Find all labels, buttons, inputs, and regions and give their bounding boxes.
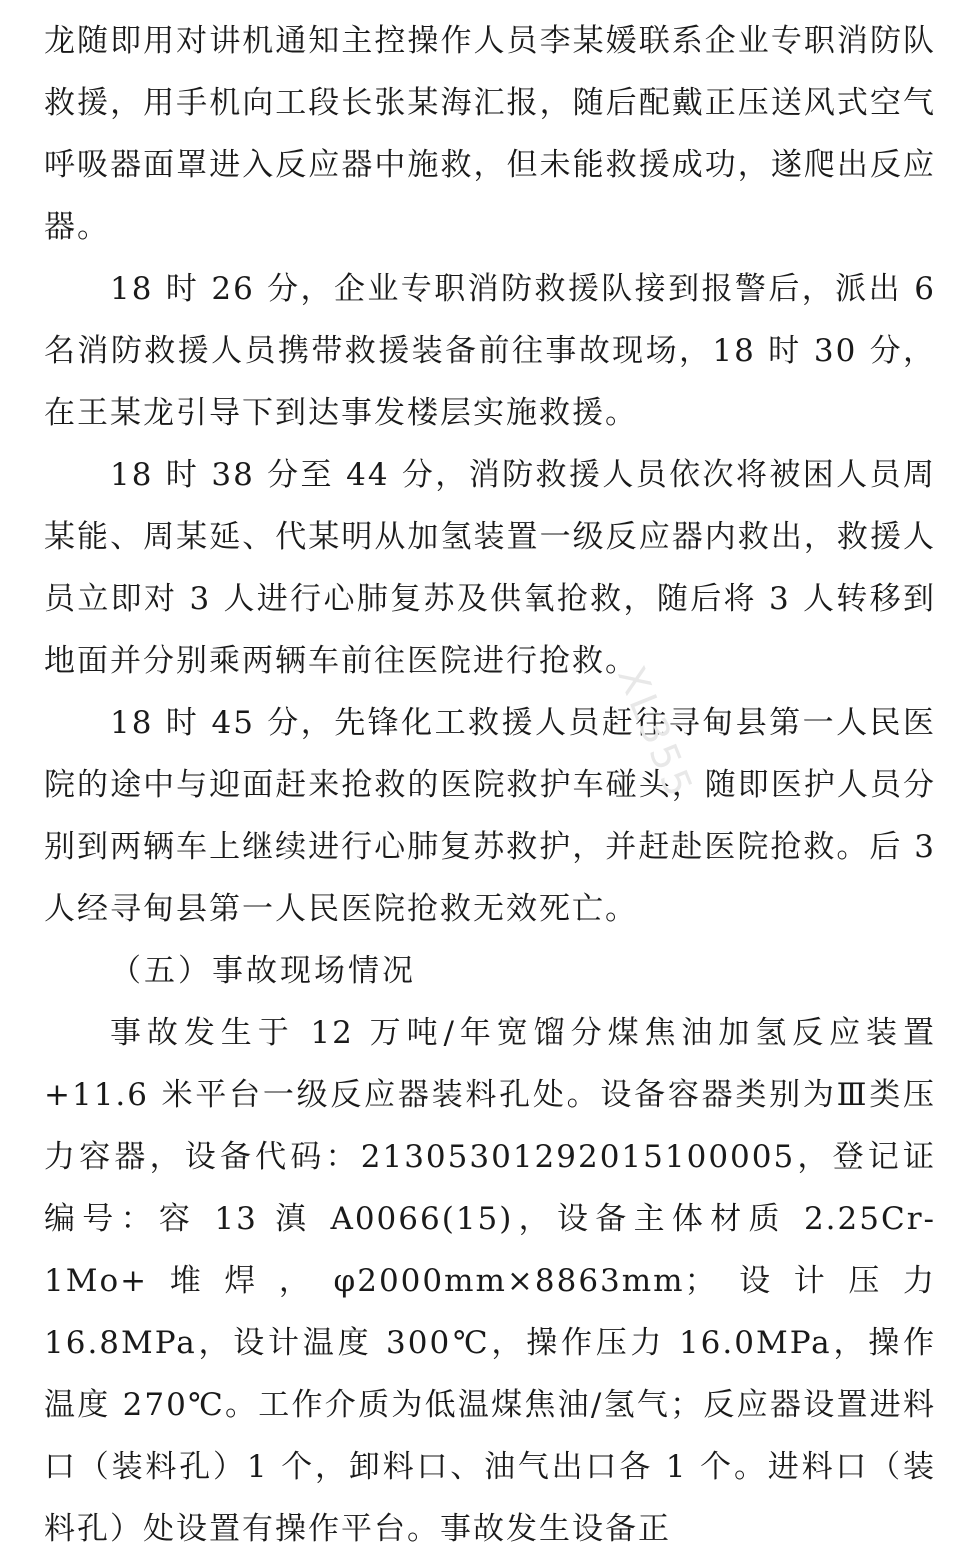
section-heading: （五）事故现场情况 <box>110 953 416 989</box>
paragraph-rescue-call: 龙随即用对讲机通知主控操作人员李某媛联系企业专职消防队救援，用手机向工段长张某海汇报，随后配戴正压送风式空气呼吸器面罩进入反应器中施救，但未能救援成功，遂爬出反应器。 <box>44 23 936 245</box>
paragraph-accident-site: 事故发生于 12 万吨/年宽馏分煤焦油加氢反应装置+11.6 米平台一级反应器装料孔处。设备容器类别为Ⅲ类压力容器，设备代码：21305301292015100005，登记证编号：容 13 滇 A0066(15)，设备主体材质 2.25Cr-1Mo+堆焊，φ2000mm×8863mm；设计压力 16.8MPa，设计温度 300℃，操作压力 16.0MPa，操作温度 270℃。工作介质为低温煤焦油/氢气；反应器设置进料口（装料孔）1 个，卸料口、油气出口各 1 个。进料口（装料孔）处设置有操作平台。事故发生设备正 <box>44 1015 936 1547</box>
watermark: XL355 <box>609 660 703 807</box>
document-page <box>44 10 936 1560</box>
paragraph-rescue-victims: 18 时 38 分至 44 分，消防救援人员依次将被困人员周某能、周某延、代某明从加氢装置一级反应器内救出，救援人员立即对 3 人进行心肺复苏及供氧抢救，随后将 3 人转移到地面并分别乘两辆车前往医院进行抢救。 <box>44 457 936 679</box>
paragraph-fire-brigade: 18 时 26 分，企业专职消防救援队接到报警后，派出 6 名消防救援人员携带救援装备前往事故现场，18 时 30 分，在王某龙引导下到达事发楼层实施救援。 <box>44 271 936 431</box>
paragraph-hospital: 18 时 45 分，先锋化工救援人员赶往寻甸县第一人民医院的途中与迎面赶来抢救的医院救护车碰头，随即医护人员分别到两辆车上继续进行心肺复苏救护，并赶赴医院抢救。后 3 人经寻甸县第一人民医院抢救无效死亡。 <box>44 705 936 927</box>
